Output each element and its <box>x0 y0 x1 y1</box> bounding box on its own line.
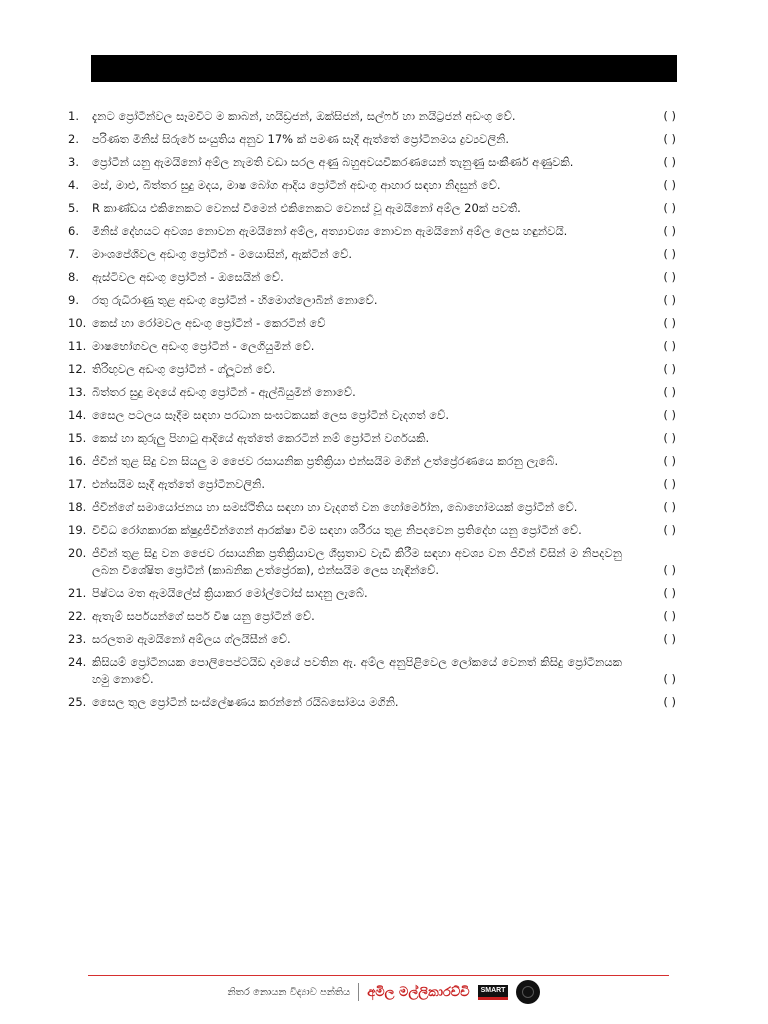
answer-bracket[interactable]: ( ) <box>663 270 676 284</box>
question-item <box>68 608 676 625</box>
answer-bracket[interactable]: ( ) <box>663 431 676 445</box>
footer-divider <box>88 975 669 976</box>
question-number: 4. <box>68 178 79 192</box>
question-number: 11. <box>68 339 87 353</box>
question-item <box>68 499 676 516</box>
question-item <box>68 338 676 355</box>
question-item <box>68 177 676 194</box>
question-number: 15. <box>68 431 87 445</box>
question-text: ප්‍රෝටීන් යනු ඇමයිනෝ අම්ල නැමති වඩා සරල අණු බහුඅවයවීකරණයෙන් තැනුණු සංකීර්ණ අණුවකි. <box>92 155 574 169</box>
question-number: 12. <box>68 362 87 376</box>
question-item <box>68 476 676 493</box>
question-item <box>68 407 676 424</box>
question-text: පරිණත මිනිස් සිරුරේ සංයුතිය අනුව 17% ක් පමණ සෑදී ඇත්තේ ප්‍රෝටීනමය ද්‍රව්‍යවලිනි. <box>92 132 510 146</box>
answer-bracket[interactable]: ( ) <box>663 563 676 577</box>
question-text: විවිධ රෝගකාරක ක්ෂුද්‍රජීවීන්ගෙන් ආරක්ෂා වීම සඳහා ශරීරය තුළ නිපදවෙන ප්‍රතිදේහ යනු ප්‍රෝටීන් වේ. <box>92 523 582 537</box>
answer-bracket[interactable]: ( ) <box>663 224 676 238</box>
question-number: 24. <box>68 655 87 669</box>
question-item <box>68 246 676 263</box>
question-text: රතු රුධිරාණු තුළ අඩංගු ප්‍රෝටීන් - හිමොග්ලොබින් නොවේ. <box>92 293 378 307</box>
question-item <box>68 131 676 148</box>
question-number: 19. <box>68 523 87 537</box>
question-number: 1. <box>68 109 79 123</box>
answer-bracket[interactable]: ( ) <box>663 385 676 399</box>
question-number: 13. <box>68 385 87 399</box>
question-item <box>68 654 676 688</box>
question-number: 18. <box>68 500 87 514</box>
footer-separator <box>358 983 359 1001</box>
answer-bracket[interactable]: ( ) <box>663 632 676 646</box>
question-text: R කාණ්ඩය එකිනෙකට වෙනස් වීමෙන් එකිනෙකට වෙනස් වූ ඇමයිනෝ අම්ල 20ක් පවතී. <box>92 201 521 215</box>
question-number: 10. <box>68 316 87 330</box>
answer-bracket[interactable]: ( ) <box>663 500 676 514</box>
question-text: තිරිඟුවල අඩංගු ප්‍රෝටීන් - ග්ලූටන් වේ. <box>92 362 276 376</box>
question-text: ජීවීන්ගේ සමායෝජනය හා සමස්ථිතිය සඳහා හා වැදගත් වන හෝර්මෝන, බොහෝමයක් ප්‍රෝටීන් වේ. <box>92 500 578 514</box>
question-number: 8. <box>68 270 79 284</box>
question-text: ඇස්ටිවල අඩංගු ප්‍රෝටීන් - ඔසෙයින් වේ. <box>92 270 284 284</box>
answer-bracket[interactable]: ( ) <box>663 339 676 353</box>
question-text: ජීවීන් තුළ සිදු වන ජෛව රසායනික ප්‍රතික්‍රියාවල ශීඝ්‍රතාව වැඩි කිරීම සඳහා අවශ්‍ය වන ජීවීන් විසින් ම නිපදවනු ලබන විශේෂිත ප්‍රෝටීන් (කාබනික උත්ප්‍රේරක), එන්සයිම ලෙස හැඳින්වේ. <box>92 546 622 577</box>
question-number: 9. <box>68 293 79 307</box>
question-text: කිසියම් ප්‍රෝටීනයක පොලිපෙප්ටයිඩ දාමයේ පවතින ඇ. අම්ල අනුපිළිවෙල ලෝකයේ වෙනත් කිසිදු ප්‍රෝටීනයක හමු නොවේ. <box>92 655 622 686</box>
answer-bracket[interactable]: ( ) <box>663 586 676 600</box>
question-item <box>68 522 676 539</box>
answer-bracket[interactable]: ( ) <box>663 247 676 261</box>
smart-logo: SMART <box>478 985 509 1000</box>
question-text: සරලතම ඇමයිනෝ අම්ලය ග්ලයිසීන් වේ. <box>92 632 291 646</box>
answer-bracket[interactable]: ( ) <box>663 672 676 686</box>
question-list <box>68 108 676 717</box>
answer-bracket[interactable]: ( ) <box>663 316 676 330</box>
answer-bracket[interactable]: ( ) <box>663 523 676 537</box>
answer-bracket[interactable]: ( ) <box>663 109 676 123</box>
question-item <box>68 108 676 125</box>
question-number: 2. <box>68 132 79 146</box>
answer-bracket[interactable]: ( ) <box>663 408 676 422</box>
question-item <box>68 269 676 286</box>
answer-bracket[interactable]: ( ) <box>663 362 676 376</box>
footer <box>0 978 768 1006</box>
question-item <box>68 631 676 648</box>
question-text: දැනට ප්‍රෝටීන්වල සෑමවිට ම කාබන්, හයිඩ්‍රජන්, ඔක්සිජන්, සල්ෆර් හා නයිට්‍රජන් අඩංගු වේ. <box>92 109 516 123</box>
question-number: 16. <box>68 454 87 468</box>
answer-bracket[interactable]: ( ) <box>663 293 676 307</box>
answer-bracket[interactable]: ( ) <box>663 201 676 215</box>
question-item <box>68 315 676 332</box>
question-number: 14. <box>68 408 87 422</box>
question-item <box>68 200 676 217</box>
question-item <box>68 154 676 171</box>
question-text: කෙස් හා රෝමවල අඩංගු ප්‍රෝටීන් - කෙරටින් වේ <box>92 316 326 330</box>
answer-bracket[interactable]: ( ) <box>663 155 676 169</box>
answer-bracket[interactable]: ( ) <box>663 695 676 709</box>
question-text: පිෂ්ටය මත ඇමයිලේස් ක්‍රියාකර මෝල්ටෝස් සාදනු ලැබේ. <box>92 586 368 600</box>
question-number: 22. <box>68 609 87 623</box>
question-item <box>68 361 676 378</box>
answer-bracket[interactable]: ( ) <box>663 132 676 146</box>
question-item <box>68 223 676 240</box>
question-text: එන්සයිම සෑදී ඇත්තේ ප්‍රෝටීනවලිනි. <box>92 477 266 491</box>
question-item <box>68 430 676 447</box>
question-item <box>68 694 676 711</box>
question-text: මාෂභෝගවල අඩංගු ප්‍රෝටීන් - ලෙගියුමින් වේ. <box>92 339 315 353</box>
question-item <box>68 453 676 470</box>
circle-logo-icon <box>516 980 540 1004</box>
question-item <box>68 292 676 309</box>
question-number: 25. <box>68 695 87 709</box>
question-item <box>68 585 676 602</box>
question-number: 17. <box>68 477 87 491</box>
question-text: මිනිස් දේහයට අවශ්‍ය නොවන ඇමයිනෝ අම්ල, අත්‍යාවශ්‍ය නොවන ඇමයිනෝ අම්ල ලෙස හඳුන්වයි. <box>92 224 568 238</box>
question-text: මාංශපේශිවල අඩංගු ප්‍රෝටීන් - මයොසින්, ඇක්ටින් වේ. <box>92 247 353 261</box>
question-text: ඇතැම් සර්පයන්ගේ සර්ප විෂ යනු ප්‍රෝටීන් වේ. <box>92 609 315 623</box>
question-text: ජීවීන් තුළ සිදු වන සියලු ම ජෛව රසායනික ප්‍රතික්‍රියා එන්සයිම මගින් උත්ප්‍රේරණයෙ කරනු ලැබේ. <box>92 454 559 468</box>
question-item <box>68 545 676 579</box>
answer-bracket[interactable]: ( ) <box>663 454 676 468</box>
answer-bracket[interactable]: ( ) <box>663 178 676 192</box>
brand-name: අමිල මල්ලිකාරච්චි <box>367 984 470 1000</box>
footer-tagline: නිතර නොයන විද්‍යාව පන්තිය <box>227 986 351 998</box>
question-number: 23. <box>68 632 87 646</box>
question-item <box>68 384 676 401</box>
question-number: 21. <box>68 586 87 600</box>
question-number: 5. <box>68 201 79 215</box>
question-number: 7. <box>68 247 79 261</box>
question-number: 6. <box>68 224 79 238</box>
question-number: 20. <box>68 546 87 560</box>
title-bar <box>91 55 677 82</box>
answer-bracket[interactable]: ( ) <box>663 609 676 623</box>
question-text: කෙස් හා කුරුලු පිහාටු ආදියේ ඇත්තේ කෙරටින් නම් ප්‍රෝටීන් වර්ගයකි. <box>92 431 430 445</box>
question-number: 3. <box>68 155 79 169</box>
question-text: බිත්තර සුදු මදයේ අඩංගු ප්‍රෝටීන් - ඇල්බියුමින් නොවේ. <box>92 385 356 399</box>
question-text: සෛල පටලය සෑදීම සඳහා පරධාන සංඝටකයක් ලෙස ප්‍රෝටීන් වැදගත් වේ. <box>92 408 450 422</box>
question-text: සෛල තුල ප්‍රෝටීන් සංස්ලේෂණය කරන්නේ රයිබසෝමය මගිනි. <box>92 695 399 709</box>
answer-bracket[interactable]: ( ) <box>663 477 676 491</box>
question-text: මස්, මාළු, බිත්තර සුදු මදය, මාෂ බෝග ආදිය ප්‍රෝටීන් අඩංගු ආහාර සඳහා නිදසුන් වේ. <box>92 178 501 192</box>
